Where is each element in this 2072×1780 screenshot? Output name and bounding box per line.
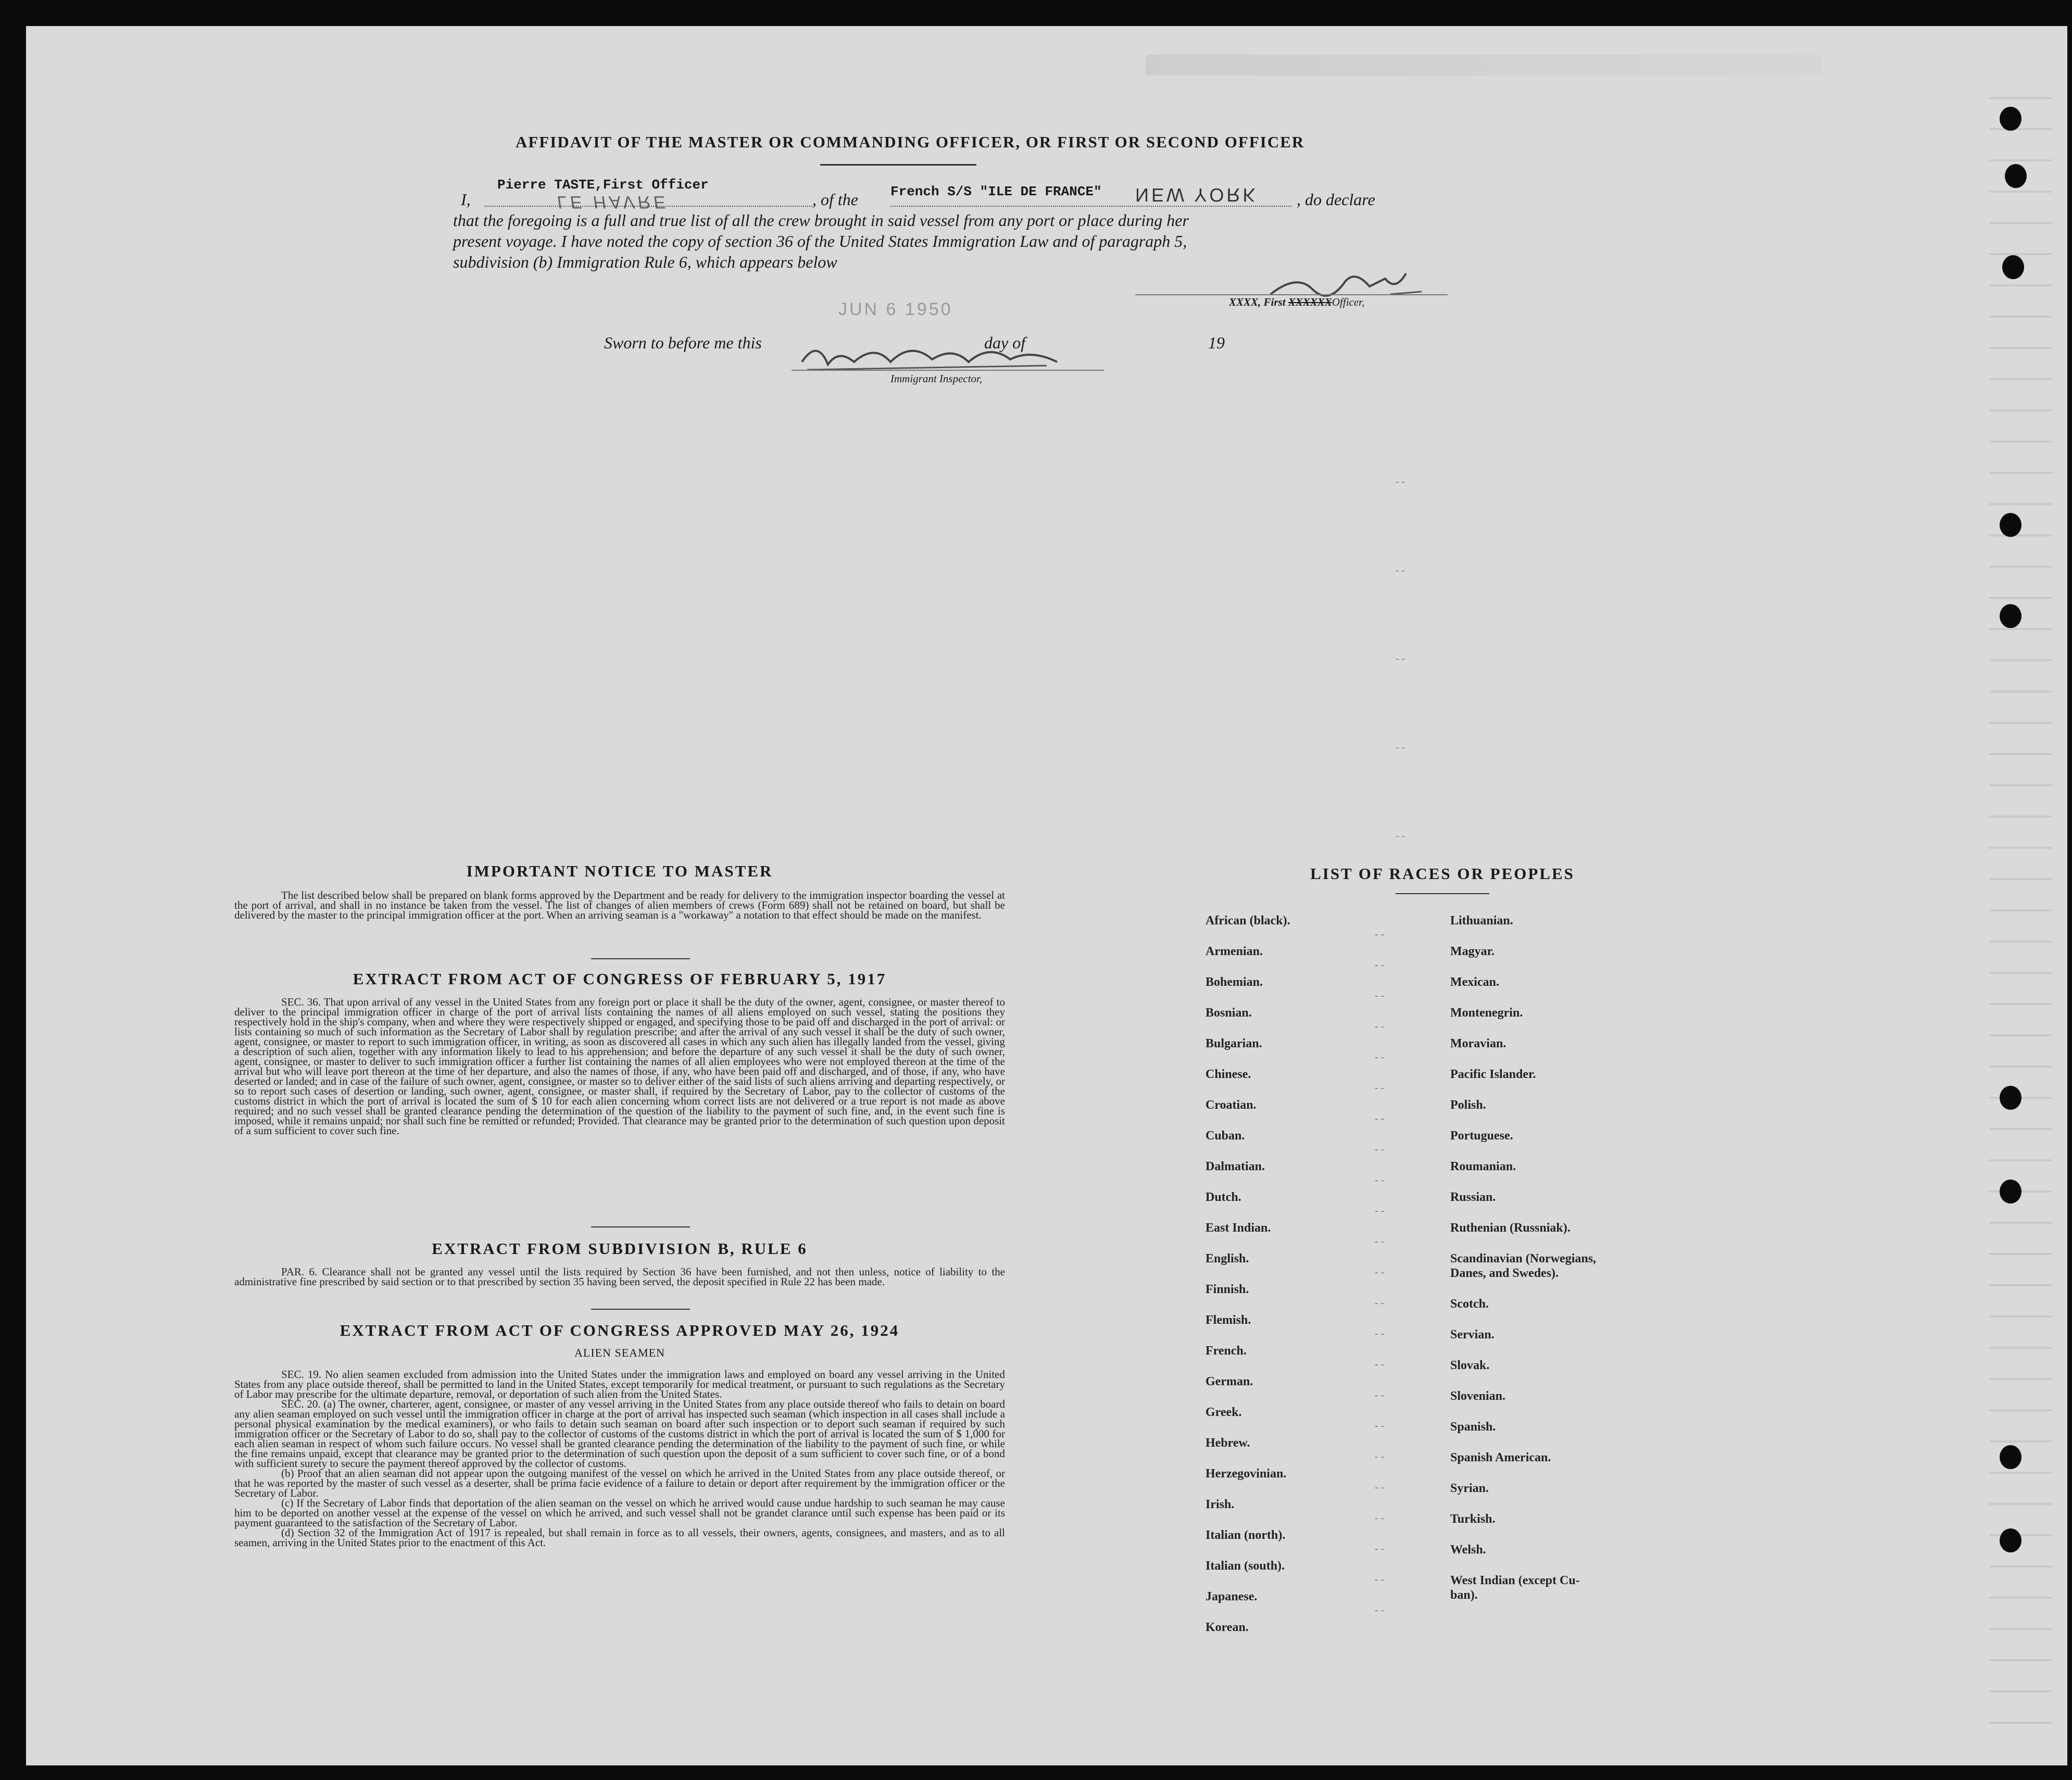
punch-hole (2002, 255, 2024, 279)
race-item: Flemish. (1205, 1313, 1251, 1327)
race-item: Welsh. (1450, 1543, 1486, 1557)
races-rule (1396, 893, 1489, 894)
race-item: Scotch. (1450, 1297, 1489, 1311)
punch-hole (2000, 107, 2021, 131)
punch-hole (2000, 1180, 2021, 1204)
race-item: Montenegrin. (1450, 1006, 1523, 1020)
race-item: Magyar. (1450, 945, 1495, 958)
race-item: Pacific Islander. (1450, 1068, 1536, 1081)
race-item: Moravian. (1450, 1037, 1506, 1050)
race-item: Spanish. (1450, 1420, 1496, 1434)
right-edge-marks (1989, 68, 2052, 1734)
sec19-text: SEC. 19. No alien seamen excluded from admission into the United States under the immigration laws and employed on board any vessel arriving in the United States from any place outside thereof, shall be permitted to land in the United States, except temporarily for medical treatment, or pursuant to such regulations as the Secretary of Labor may prescribe for the ultimate departure, removal, or deportation of such alien from the United States. (234, 1368, 1005, 1400)
race-item: Bosnian. (1205, 1006, 1252, 1020)
race-item: Italian (south). (1205, 1559, 1285, 1573)
sec20d-text: (d) Section 32 of the Immigration Act of 1917 is repealed, but shall remain in force as to all vessels, their owners, agents, consignees, and masters, and as to all seamen, arriving in the United States prior to the enactment of this Act. (234, 1526, 1005, 1549)
rule6-text: PAR. 6. Clearance shall not be granted any vessel until the lists required by Section 36 have been furnished, and not then unless, notice of liability to the administrative fine prescribed by said section or to that prescribed by section 35 having been served, the deposit specified in Rule 22 has been made. (234, 1265, 1005, 1288)
extract-1917-title: EXTRACT FROM ACT OF CONGRESS OF FEBRUARY 5, 1917 (353, 970, 887, 988)
officer-sign-line (1135, 294, 1448, 295)
races-left-column (1205, 914, 1290, 1651)
year-prefix: 19 (1208, 333, 1225, 352)
race-item: Herzegovinian. (1205, 1467, 1287, 1481)
date-stamp: JUN 6 1950 (838, 299, 953, 319)
officer-sign-caption (1229, 296, 1364, 309)
race-item: Dutch. (1205, 1190, 1241, 1204)
punch-hole (2000, 1086, 2021, 1110)
races-right-column (1450, 914, 1596, 1619)
notice-text: The list described below shall be prepared on blank forms approved by the Department and be ready for delivery to the immigration inspector boarding the vessel at the port of arrival, and shall in no instance be taken from the vessel. The list of changes of alien members of crews (Form 689) shall not be retained on board, but shall be delivered by the master to the principal immigration officer at the port. When an arriving seaman is a "workaway" a notation to that effect should be made on the manifest. (234, 889, 1005, 921)
race-item: Dalmatian. (1205, 1160, 1265, 1173)
officer-typed: Pierre TASTE,First Officer (497, 177, 709, 193)
affidavit-line-3: present voyage. I have noted the copy of section 36 of the United States Immigration Law and of paragraph 5, (453, 232, 1187, 250)
race-item: Danes, and Swedes). (1450, 1267, 1559, 1280)
race-item: Russian. (1450, 1190, 1496, 1204)
affidavit-line-2: that the foregoing is a full and true list of all the crew brought in said vessel from any port or place during her (453, 211, 1189, 230)
race-item: Finnish. (1205, 1283, 1249, 1296)
race-item: Chinese. (1205, 1068, 1251, 1081)
race-item: East Indian. (1205, 1221, 1271, 1235)
inspector-caption: Immigrant Inspector, (890, 372, 983, 385)
vessel-typed: French S/S "ILE DE FRANCE" (890, 184, 1102, 199)
punch-hole (2000, 1445, 2021, 1469)
race-item: French. (1205, 1344, 1247, 1358)
rule6-rule (591, 1309, 690, 1310)
sworn-text: Sworn to before me this (604, 333, 762, 352)
inspector-sign-line (792, 370, 1104, 371)
caption-struck-2: XXXXXX (1288, 296, 1332, 308)
race-item: Slovak. (1450, 1359, 1490, 1372)
race-item: Croatian. (1205, 1098, 1257, 1112)
bleed-through-text (1146, 55, 1823, 76)
race-item: Italian (north). (1205, 1528, 1286, 1542)
race-item: ban). (1450, 1588, 1478, 1602)
races-title: LIST OF RACES OR PEOPLES (1310, 864, 1575, 883)
race-item: German. (1205, 1375, 1253, 1388)
race-item: Mexican. (1450, 975, 1499, 989)
day-of-text: day of (984, 333, 1026, 352)
race-item: Bulgarian. (1205, 1037, 1262, 1050)
punch-hole (2000, 1528, 2021, 1552)
race-item: Cuban. (1205, 1129, 1245, 1143)
race-item: Spanish American. (1450, 1451, 1551, 1464)
race-item: Roumanian. (1450, 1160, 1516, 1173)
sec20a-text: SEC. 20. (a) The owner, charterer, agent, consignee, or master of any vessel arriving in the United States from any place outside thereof who fails to detain on board any alien seaman employed on such vessel until the immigration officer in charge at the port of arrival has inspected such seaman (which inspection in all cases shall include a personal physical examination by the medical examiners), or who fails to detain such seaman on board after such inspection or to deport such seaman if required by such immigration officer or the Secretary of Labor to do so, shall pay to the collector of customs of the customs district in which the port of arrival is located the sum of $ 1,000 for each alien seaman in respect of whom such failure occurs. No vessel shall be granted clearance pending the determination of the liability to the payment of such fine, or while the fine remains unpaid, except that clearance may be granted prior to the determination of such question upon the deposit of a sum sufficient to cover such fine, or of a bond with sufficient surety to secure the payment thereof approved by the collector of customs. (234, 1398, 1005, 1470)
race-item: Bohemian. (1205, 975, 1263, 989)
race-item: Servian. (1450, 1328, 1495, 1342)
punch-hole (2000, 513, 2021, 537)
race-item: Armenian. (1205, 945, 1263, 958)
race-item: Slovenian. (1450, 1389, 1506, 1403)
notice-rule (591, 958, 690, 959)
race-item: West Indian (except Cu- (1450, 1574, 1580, 1587)
race-item: Syrian. (1450, 1482, 1489, 1495)
affidavit-declare: , do declare (1297, 190, 1375, 209)
extract-1917-text: SEC. 36. That upon arrival of any vessel in the United States from any foreign port or place it shall be the duty of the owner, agent, consignee, or master thereof to deliver to the principal immigration officer in charge of the port of arrival lists containing the names of all aliens employed on such vessel, stating the positions they respectively hold in the ship's company, when and where they were respectively shipped or engaged, and specifying those to be paid off and discharged in the port of arrival: or lists containing so much of such information as the Secretary of Labor shall by regulation prescribe; and after the arrival of any such vessel it shall be the duty of such owner, agent, consignee, or master to report to such immigration officer, in writing, as soon as discovered all cases in which any such alien has illegally landed from the vessel, giving a description of such alien, together with any information likely to lead to his apprehension; and before the departure of any such vessel it shall be the duty of such owner, agent, consignee, or master to deliver to such immigration officer a further list containing the names of all alien employees who were not employed thereon at the time of the arrival but who will leave port thereon at the time of her departure, and also the names of those, if any, who have been paid off and discharged, and of those, if any, who have deserted or landed; and in case of the failure of such owner, agent, consignee, or master so to deliver either of the said lists of such aliens arriving and departing respectively, or so to report such cases of desertion or landing, such owner, agent, consignee, or master shall, if required by the Secretary of Labor, pay to the collector of customs of the customs district in which the port of arrival is located the sum of $ 10 for each alien concerning whom correct lists are not delivered or a true report is not made as above required; and no such vessel shall be granted clearance pending the determination of the question of the liability to the payment of such fine, and, in the event such fine is imposed, while it remains unpaid; nor shall such fine be remitted or refunded; Provided. That clearance may be granted prior to the determination of such question upon deposit of a sum sufficient to cover such fine. (234, 996, 1005, 1137)
race-item: Greek. (1205, 1406, 1242, 1419)
destination-stamp: NEW YORK (1135, 184, 1258, 206)
race-item: Ruthenian (Russniak). (1450, 1221, 1571, 1235)
vessel-blank-line (890, 206, 1291, 207)
column-dashes: - - - - - - - - - - (1396, 476, 1405, 842)
notice-title: IMPORTANT NOTICE TO MASTER (466, 862, 773, 880)
rule6-title: EXTRACT FROM SUBDIVISION B, RULE 6 (432, 1239, 808, 1258)
race-item: Korean. (1205, 1621, 1249, 1634)
race-item: Japanese. (1205, 1590, 1258, 1603)
race-item: Hebrew. (1205, 1436, 1250, 1450)
race-item: English. (1205, 1252, 1249, 1265)
alien-seamen-subtitle: ALIEN SEAMEN (574, 1346, 665, 1359)
caption-officer: Officer, (1332, 296, 1365, 308)
races-dashes: - - - - - - - - - - - - - - - - - - - - - - - - - - - - - - - - - - - - - - - - - - - - - - (1375, 929, 1385, 1616)
race-item: Lithuanian. (1450, 914, 1513, 927)
affidavit-line-4: subdivision (b) Immigration Rule 6, which appears below (453, 253, 837, 271)
punch-hole (2000, 604, 2021, 628)
race-item: Polish. (1450, 1098, 1486, 1112)
race-item: Portuguese. (1450, 1129, 1513, 1143)
extract-1924-body (234, 1370, 1005, 1548)
affidavit-i: I, (461, 190, 471, 209)
affidavit-title: AFFIDAVIT OF THE MASTER OR COMMANDING OFFICER, OR FIRST OR SECOND OFFICER (516, 133, 1305, 151)
punch-hole (2005, 164, 2027, 188)
race-item: Turkish. (1450, 1512, 1496, 1526)
caption-struck-1: XXXX, First (1229, 296, 1286, 308)
affidavit-title-rule (820, 164, 976, 166)
race-item: Irish. (1205, 1498, 1235, 1511)
race-item: African (black). (1205, 914, 1290, 927)
extract-1924-title: EXTRACT FROM ACT OF CONGRESS APPROVED MAY 26, 1924 (340, 1321, 900, 1339)
port-stamp: LE HAVRE (556, 192, 670, 212)
manifest-page (26, 26, 2067, 1765)
race-item: Scandinavian (Norwegians, (1450, 1252, 1597, 1265)
extract-1917-rule (591, 1226, 690, 1227)
sec20b-text: (b) Proof that an alien seaman did not appear upon the outgoing manifest of the vessel on which he arrived in the United States from any place outside thereof, or that he was reported by the master of such vessel as a deserter, shall be prima facie evidence of a failure to detain or deport after requirement by the immigration officer or the Secretary of Labor. (234, 1467, 1005, 1499)
affidavit-of-the: , of the (812, 190, 858, 209)
sec20c-text: (c) If the Secretary of Labor finds that deportation of the alien seaman on the vessel on which he arrived would cause undue hardship to such seaman he may cause him to be deported on another vessel at the expense of the vessel on which he arrived, and such vessel shall not be grandet clarance until such expense has been paid or its payment guaranteed to the satisfaction of the Secretary of Labor. (234, 1497, 1005, 1529)
